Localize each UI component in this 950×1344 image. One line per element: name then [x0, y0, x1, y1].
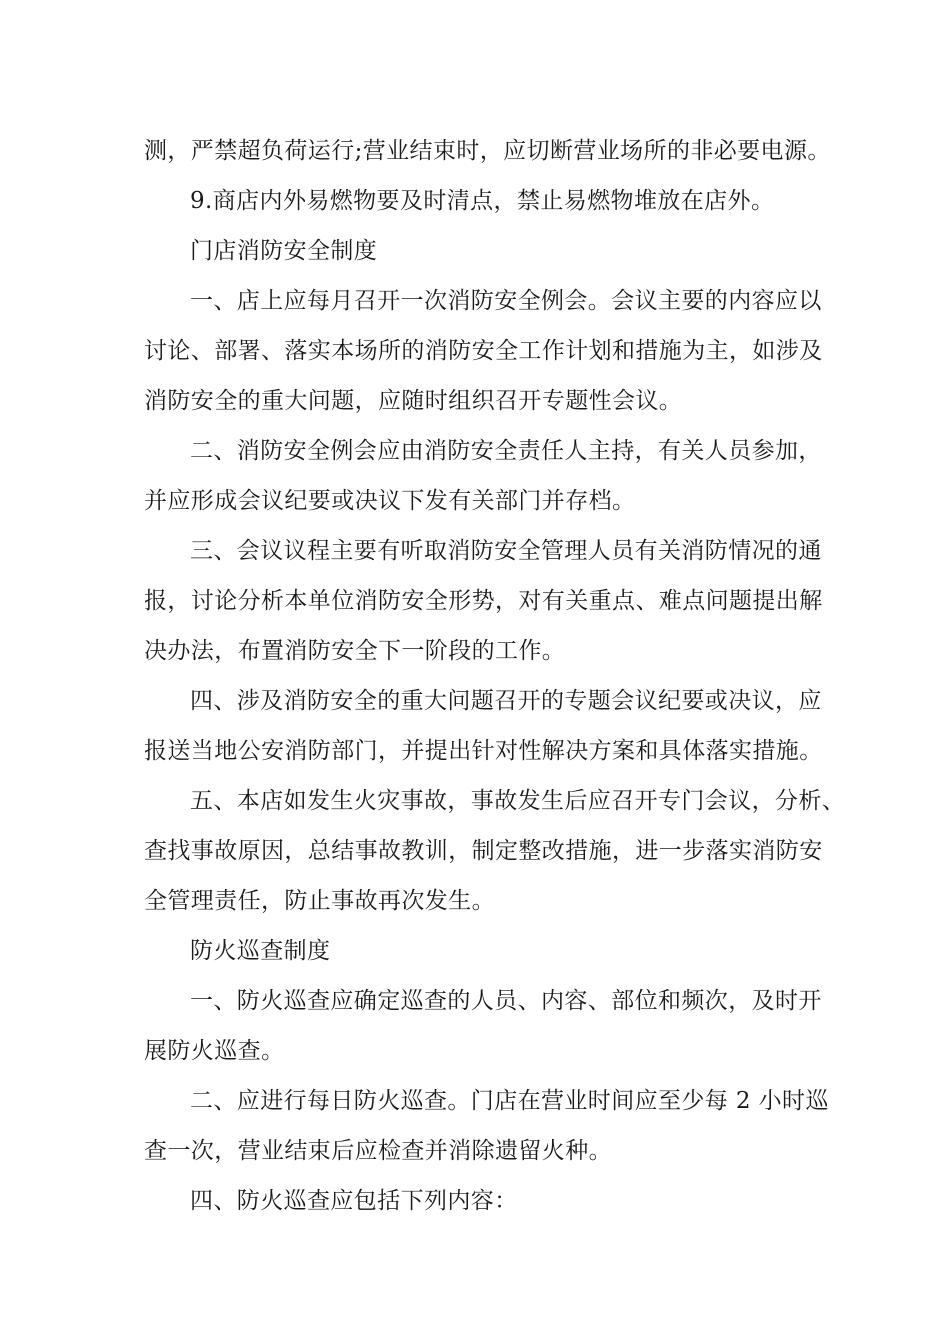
- body-text-line: 四、涉及消防安全的重大问题召开的专题会议纪要或决议，应: [190, 688, 822, 714]
- body-text-line: 展防火巡查。: [144, 1038, 285, 1064]
- body-text-line: 决办法，布置消防安全下一阶段的工作。: [144, 638, 566, 664]
- body-text-line: 消防安全的重大问题，应随时组织召开专题性会议。: [144, 388, 683, 414]
- section-heading: 防火巡查制度: [190, 938, 331, 964]
- body-text-line: 报送当地公安消防部门，并提出针对性解决方案和具体落实措施。: [144, 738, 823, 764]
- body-text-line: 全管理责任，防止事故再次发生。: [144, 888, 495, 914]
- section-heading: 门店消防安全制度: [190, 238, 378, 264]
- body-text-line: 二、消防安全例会应由消防安全责任人主持，有关人员参加，: [190, 438, 822, 464]
- body-text-line: 测，严禁超负荷运行;营业结束时，应切断营业场所的非必要电源。: [144, 138, 831, 164]
- body-text-line: 一、店上应每月召开一次消防安全例会。会议主要的内容应以: [190, 288, 822, 314]
- body-text-line: 查找事故原因，总结事故教训，制定整改措施，进一步落实消防安: [144, 838, 823, 864]
- body-text-line: 讨论、部署、落实本场所的消防安全工作计划和措施为主，如涉及: [144, 338, 823, 364]
- body-text-line: 报，讨论分析本单位消防安全形势，对有关重点、难点问题提出解: [144, 588, 823, 614]
- body-text-line: 二、应进行每日防火巡查。门店在营业时间应至少每 2 小时巡: [190, 1088, 829, 1114]
- body-text-line: 五、本店如发生火灾事故，事故发生后应召开专门会议，分析、: [190, 788, 846, 814]
- body-text-line: 9.商店内外易燃物要及时清点，禁止易燃物堆放在店外。: [190, 188, 775, 214]
- body-text-line: 一、防火巡查应确定巡查的人员、内容、部位和频次，及时开: [190, 988, 822, 1014]
- body-text-line: 并应形成会议纪要或决议下发有关部门并存档。: [144, 488, 636, 514]
- body-text-line: 查一次，营业结束后应检查并消除遗留火种。: [144, 1138, 612, 1164]
- body-text-line: 三、会议议程主要有听取消防安全管理人员有关消防情况的通: [190, 538, 822, 564]
- body-text-line: 四、防火巡查应包括下列内容：: [190, 1188, 518, 1214]
